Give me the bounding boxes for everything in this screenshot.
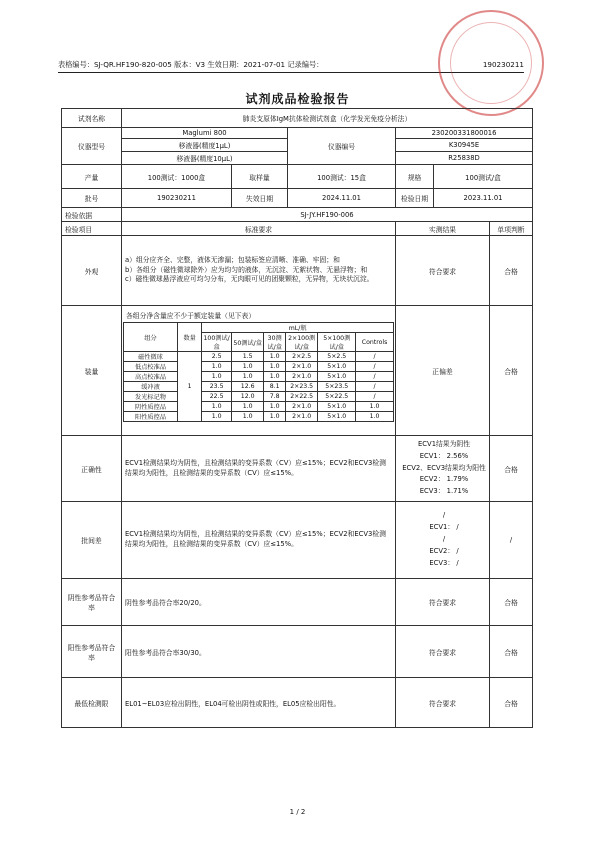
basis-label: 检验依据 <box>62 208 122 222</box>
cell: 8.1 <box>264 382 286 392</box>
detection-limit-row <box>62 678 533 728</box>
reagent-row <box>62 109 533 128</box>
cell: 阴性质控品 <box>124 402 178 412</box>
vol-head-30: 30测试/盒 <box>264 333 286 352</box>
cell: 1.0 <box>231 412 263 422</box>
cell: 1.0 <box>356 412 394 422</box>
table-row <box>124 392 394 402</box>
vol-head-unit: mL/瓶 <box>202 323 394 333</box>
instrument-row <box>62 128 533 139</box>
cell: 5×1.0 <box>318 362 356 372</box>
volume-row <box>62 306 533 436</box>
basis-row <box>62 208 533 222</box>
pipette-name-2: 移液器(精度10μL) <box>122 152 288 165</box>
cell: 5×1.0 <box>318 412 356 422</box>
reagent-name: 肺炎支原体IgM抗体检测试剂盒（化学发光免疫分析法） <box>122 109 533 128</box>
batch-diff-result-line: ECV2： / <box>429 546 459 555</box>
vol-head-5x100: 5×100测试/盒 <box>318 333 356 352</box>
test-date-label: 检验日期 <box>396 189 434 208</box>
instrument-model: Maglumi 800 <box>122 128 288 139</box>
record-number: 190230211 <box>482 60 524 69</box>
cell: 2×1.0 <box>285 362 317 372</box>
cell: 2×1.0 <box>285 412 317 422</box>
table-row <box>124 372 394 382</box>
cell: 1.0 <box>264 412 286 422</box>
expiry-label: 失效日期 <box>232 189 288 208</box>
cell: 2×23.5 <box>285 382 317 392</box>
instrument-serial: 230200331800016 <box>396 128 533 139</box>
cell: 1.0 <box>264 362 286 372</box>
batch-label: 批号 <box>62 189 122 208</box>
vol-head-qty: 数量 <box>178 323 202 352</box>
cell: 1.0 <box>264 372 286 382</box>
col-std: 标准要求 <box>122 222 396 236</box>
cell: 1.0 <box>231 372 263 382</box>
cell: 1.0 <box>202 412 232 422</box>
batch-diff-conclusion: / <box>490 502 533 579</box>
volume-label: 装量 <box>62 306 122 436</box>
vol-quantity: 1 <box>178 352 202 422</box>
accuracy-result-line: ECV1结果为阴性 <box>418 439 470 448</box>
appearance-result: 符合要求 <box>396 236 490 306</box>
cell: 12.0 <box>231 392 263 402</box>
table-row <box>124 402 394 412</box>
accuracy-std: ECV1检测结果均为阴性，且检测结果的变异系数（CV）应≤15%；ECV2和ECV3检测结果均为阳性，且检测结果的变异系数（CV）应≤15%。 <box>122 436 396 502</box>
column-header-row <box>62 222 533 236</box>
cell: / <box>356 392 394 402</box>
cell: 12.6 <box>231 382 263 392</box>
cell: 低点校准品 <box>124 362 178 372</box>
spec-value: 100测试/盒 <box>434 165 533 189</box>
table-row <box>124 362 394 372</box>
page-number: 1 / 2 <box>289 808 306 816</box>
accuracy-result-line: ECV2、ECV3结果均为阳性 <box>402 463 486 472</box>
neg-ref-conclusion: 合格 <box>490 579 533 626</box>
cell: 5×1.0 <box>318 402 356 412</box>
cell: 2×1.0 <box>285 372 317 382</box>
basis-value: SJ-JY.HF190-006 <box>122 208 533 222</box>
vol-head-component: 组分 <box>124 323 178 352</box>
cell: 2.5 <box>202 352 232 362</box>
vol-head-2x100: 2×100测试/盒 <box>285 333 317 352</box>
cell: / <box>356 372 394 382</box>
vol-head-controls: Controls <box>356 333 394 352</box>
cell: 5×22.5 <box>318 392 356 402</box>
batch-diff-std: ECV1检测结果均为阴性，且检测结果的变异系数（CV）应≤15%；ECV2和ECV3检测结果均为阳性，且检测结果的变异系数（CV）应≤15%。 <box>122 502 396 579</box>
batch-diff-label: 批间差 <box>62 502 122 579</box>
pos-ref-result: 符合要求 <box>396 626 490 678</box>
cell: 阳性质控品 <box>124 412 178 422</box>
test-date-value: 2023.11.01 <box>434 189 533 208</box>
col-result: 实测结果 <box>396 222 490 236</box>
neg-ref-std: 阴性参考品符合率20/20。 <box>122 579 396 626</box>
neg-ref-result: 符合要求 <box>396 579 490 626</box>
cell: 23.5 <box>202 382 232 392</box>
vol-head-50: 50测试/盒 <box>231 333 263 352</box>
detection-limit-result: 符合要求 <box>396 678 490 728</box>
cell: 1.0 <box>231 362 263 372</box>
batch-diff-result-line: ECV3： / <box>429 558 459 567</box>
accuracy-results <box>396 436 490 502</box>
batch-value: 190230211 <box>122 189 232 208</box>
batch-diff-result-line: ECV1： / <box>429 523 459 532</box>
appearance-row <box>62 236 533 306</box>
cell: 7.8 <box>264 392 286 402</box>
appearance-label: 外观 <box>62 236 122 306</box>
batch-row <box>62 189 533 208</box>
cell: 5×2.5 <box>318 352 356 362</box>
expiry-value: 2024.11.01 <box>288 189 396 208</box>
neg-ref-label: 阴性参考品符合率 <box>62 579 122 626</box>
instrument-label: 仪器型号 <box>62 128 122 165</box>
table-row <box>124 412 394 422</box>
accuracy-label: 正确性 <box>62 436 122 502</box>
volume-result: 正偏差 <box>396 306 490 436</box>
cell: 1.0 <box>202 402 232 412</box>
accuracy-conclusion: 合格 <box>490 436 533 502</box>
vol-head-100: 100测试/盒 <box>202 333 232 352</box>
sample-label: 取样量 <box>232 165 288 189</box>
cell: 2×1.0 <box>285 402 317 412</box>
accuracy-row <box>62 436 533 502</box>
cell: 5×1.0 <box>318 372 356 382</box>
accuracy-result-line: ECV3： 1.71% <box>419 487 469 496</box>
detection-limit-std: EL01~EL03应检出阴性，EL04可检出阴性或阳性，EL05应检出阳性。 <box>122 678 396 728</box>
cell: 1.0 <box>264 352 286 362</box>
table-row <box>124 382 394 392</box>
cell: 1.5 <box>231 352 263 362</box>
cell: 2×22.5 <box>285 392 317 402</box>
col-conclusion: 单项判断 <box>490 222 533 236</box>
pipette-code-1: K30945E <box>396 139 533 152</box>
cell: 5×23.5 <box>318 382 356 392</box>
accuracy-result-line: ECV1： 2.56% <box>419 451 469 460</box>
detection-limit-conclusion: 合格 <box>490 678 533 728</box>
detection-limit-label: 最低检测限 <box>62 678 122 728</box>
volume-intro: 各组分净含量应不少于额定装量（见下表） <box>126 312 256 320</box>
appearance-std: a）组分应齐全、完整，液体无渗漏；包装标签应清晰、准确、牢固；和 b）各组分（磁性微球除外）应为均匀的液体，无沉淀、无絮状物、无悬浮物；和 c）磁性微球悬浮液应可均匀分布，无肉眼可见的团聚颗粒，无异物，无块状沉淀。 <box>122 236 396 306</box>
volume-table <box>123 322 394 422</box>
batch-diff-result-line: / <box>442 511 446 520</box>
cell: 高点校准品 <box>124 372 178 382</box>
cell: / <box>356 362 394 372</box>
report-title: 试剂成品检验报告 <box>245 92 350 106</box>
cell: 1.0 <box>202 372 232 382</box>
cell: 1.0 <box>356 402 394 412</box>
output-label: 产量 <box>62 165 122 189</box>
volume-conclusion: 合格 <box>490 306 533 436</box>
pos-ref-label: 阳性参考品符合率 <box>62 626 122 678</box>
batch-diff-result-line: / <box>442 535 446 544</box>
accuracy-result-line: ECV2： 1.79% <box>419 475 469 484</box>
cell: 1.0 <box>264 402 286 412</box>
batch-diff-row <box>62 502 533 579</box>
cell: 1.0 <box>231 402 263 412</box>
pipette-name-1: 移液器(精度1μL) <box>122 139 288 152</box>
form-info: 表格编号：SJ-QR.HF190-820-005 版本：V3 生效日期：2021-07-01 记录编号： <box>58 60 324 69</box>
inspection-table <box>61 108 533 728</box>
cell: 发光标记物 <box>124 392 178 402</box>
output-row <box>62 165 533 189</box>
cell: / <box>356 352 394 362</box>
sample-value: 100测试：15盒 <box>288 165 396 189</box>
table-row <box>124 352 394 362</box>
neg-ref-row <box>62 579 533 626</box>
cell: / <box>356 382 394 392</box>
cell: 1.0 <box>202 362 232 372</box>
cell: 磁性微球 <box>124 352 178 362</box>
pos-ref-std: 阳性参考品符合率30/30。 <box>122 626 396 678</box>
spec-label: 规格 <box>396 165 434 189</box>
pos-ref-conclusion: 合格 <box>490 626 533 678</box>
batch-diff-results <box>396 502 490 579</box>
reagent-label: 试剂名称 <box>62 109 122 128</box>
col-item: 检验项目 <box>62 222 122 236</box>
output-value: 100测试：1000盒 <box>122 165 232 189</box>
pipette-code-2: R25838D <box>396 152 533 165</box>
cell: 缓冲液 <box>124 382 178 392</box>
cell: 22.5 <box>202 392 232 402</box>
volume-std <box>122 306 396 436</box>
serial-label: 仪器编号 <box>288 128 396 165</box>
cell: 2×2.5 <box>285 352 317 362</box>
pos-ref-row <box>62 626 533 678</box>
appearance-conclusion: 合格 <box>490 236 533 306</box>
